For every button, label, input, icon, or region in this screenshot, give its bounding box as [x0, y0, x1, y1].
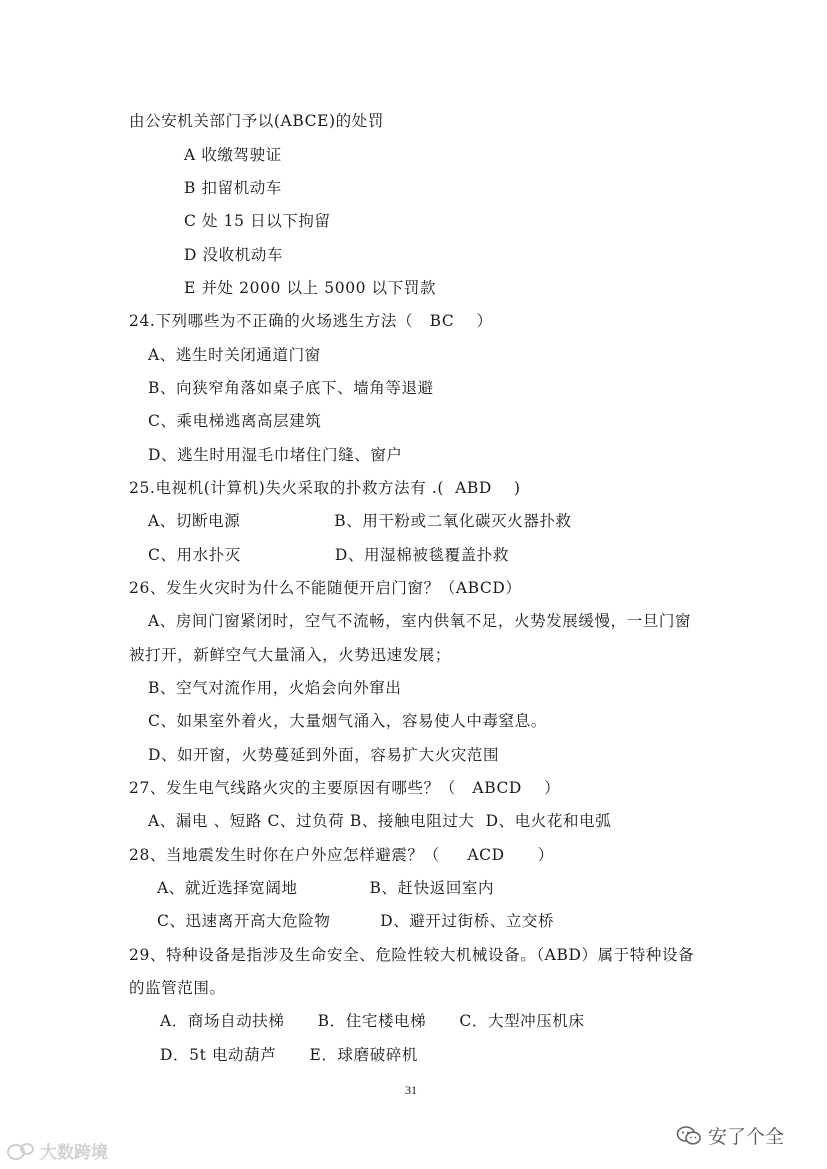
option-line: A、就近选择宽阔地 B、赶快返回室内	[157, 879, 495, 897]
option-line: D 没收机动车	[184, 246, 284, 264]
option-line: A 收缴驾驶证	[184, 146, 282, 164]
option-line: A、切断电源 B、用干粉或二氧化碳灭火器扑救	[148, 512, 572, 530]
option-line: B、空气对流作用，火焰会向外窜出	[148, 679, 402, 697]
option-line: B、向狭窄角落如桌子底下、墙角等退避	[148, 379, 434, 397]
wechat-icon	[676, 1125, 702, 1147]
text-line: 的监管范围。	[129, 979, 226, 997]
question-26: 26、发生火灾时为什么不能随便开启门窗？（ABCD）	[129, 579, 522, 597]
question-25: 25.电视机(计算机)失火采取的扑救方法有 .( ABD )	[129, 479, 521, 497]
watermark-right	[676, 1122, 784, 1149]
question-24: 24.下列哪些为不正确的火场逃生方法（ BC ）	[129, 312, 493, 330]
option-line: E 并处 2000 以上 5000 以下罚款	[184, 279, 437, 297]
option-line: 被打开，新鲜空气大量涌入，火势迅速发展；	[129, 646, 452, 664]
option-line: C 处 15 日以下拘留	[184, 212, 331, 230]
option-line: D、如开窗，火势蔓延到外面，容易扩大火灾范围	[148, 746, 500, 764]
watermark-left	[6, 1138, 108, 1163]
option-line: C、乘电梯逃离高层建筑	[148, 412, 322, 430]
question-29: 29、特种设备是指涉及生命安全、危险性较大机械设备。（ABD）属于特种设备	[129, 946, 695, 964]
option-line: C、迅速离开高大危险物 D、避开过街桥、立交桥	[157, 912, 555, 930]
option-line: A、逃生时关闭通道门窗	[148, 346, 321, 364]
option-line: A．商场自动扶梯 B．住宅楼电梯 C．大型冲压机床	[160, 1012, 585, 1030]
option-line: A、房间门窗紧闭时，空气不流畅，室内供氧不足，火势发展缓慢，一旦门窗	[148, 612, 692, 630]
watermark-left-text: 大数跨境	[40, 1143, 108, 1163]
option-line: D、逃生时用湿毛巾堵住门缝、窗户	[148, 446, 403, 464]
option-line: A、漏电 、短路 C、过负荷 B、接触电阻过大 D、电火花和电弧	[148, 812, 612, 830]
option-line: C、用水扑灭 D、用湿棉被毯覆盖扑救	[148, 546, 509, 564]
option-line: C、如果室外着火，大量烟气涌入，容易使人中毒窒息。	[148, 712, 547, 730]
question-28: 28、当地震发生时你在户外应怎样避震？（ ACD ）	[129, 846, 554, 864]
option-line: D．5t 电动葫芦 E．球磨破碎机	[160, 1046, 419, 1064]
text-line: 由公安机关部门予以(ABCE)的处罚	[129, 112, 384, 130]
page-number: 31	[405, 1083, 417, 1097]
question-27: 27、发生电气线路火灾的主要原因有哪些？（ ABCD ）	[129, 779, 561, 797]
brand-logo-icon	[6, 1141, 36, 1161]
watermark-right-text: 安了个全	[708, 1126, 785, 1148]
option-line: B 扣留机动车	[184, 179, 283, 197]
